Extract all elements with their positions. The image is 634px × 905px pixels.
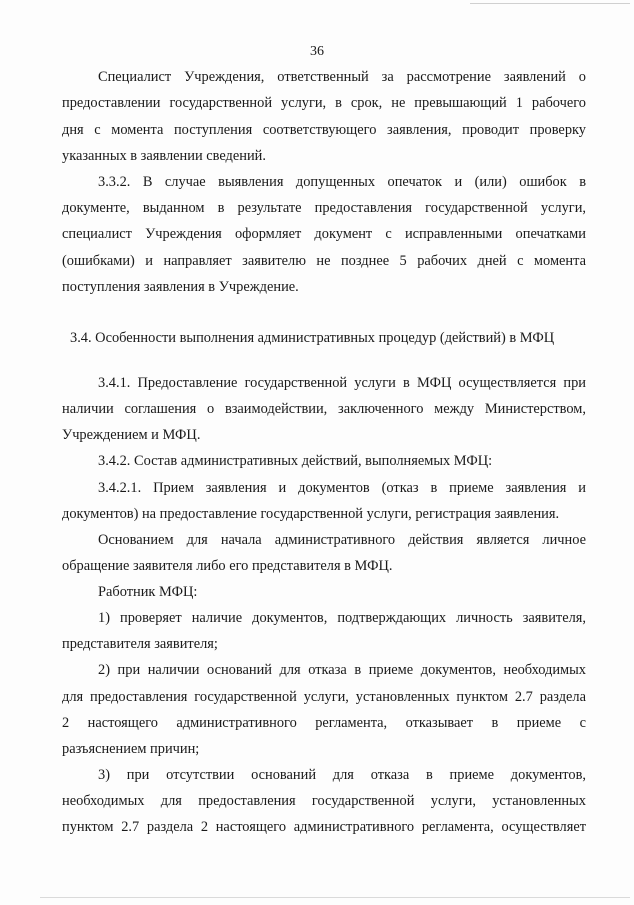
text-line: разъяснением причин;: [62, 741, 200, 757]
text-line: документов) на предоставление государственной услуги, регистрация заявления.: [62, 506, 560, 522]
text-line: для предоставления государственной услуги, установленных пунктом 2.7 раздела: [62, 689, 586, 705]
text-line: Учреждением и МФЦ.: [62, 427, 201, 443]
text-line: Основанием для начала административного действия является личное: [98, 532, 586, 548]
text-line: (ошибками) и направляет заявителю не позднее 5 рабочих дней с момента: [62, 253, 586, 269]
text-line: необходимых для предоставления государственной услуги, установленных: [62, 793, 586, 809]
text-line: обращение заявителя либо его представителя в МФЦ.: [62, 558, 393, 574]
list-item-line: 2) при наличии оснований для отказа в приеме документов, необходимых: [98, 662, 586, 678]
text-line: Работник МФЦ:: [98, 584, 198, 600]
text-line: предоставлении государственной услуги, в срок, не превышающий 1 рабочего: [62, 95, 586, 111]
text-line: 3.4.1. Предоставление государственной услуги в МФЦ осуществляется при: [98, 375, 586, 391]
page-number: 36: [310, 44, 324, 59]
text-line: 3.4.2.1. Прием заявления и документов (отказ в приеме заявления и: [98, 480, 586, 496]
list-item-line: 1) проверяет наличие документов, подтверждающих личность заявителя,: [98, 610, 586, 626]
text-line: представителя заявителя;: [62, 636, 218, 652]
text-line: 3.4.2. Состав административных действий, выполняемых МФЦ:: [98, 453, 493, 469]
text-line: дня с момента поступления соответствующего заявления, проводит проверку: [62, 122, 586, 138]
text-line: наличии соглашения о взаимодействии, заключенного между Министерством,: [62, 401, 586, 417]
list-item-line: 3) при отсутствии оснований для отказа в приеме документов,: [98, 767, 586, 783]
text-line: 3.3.2. В случае выявления допущенных опечаток и (или) ошибок в: [98, 174, 586, 190]
section-heading: 3.4. Особенности выполнения административных процедур (действий) в МФЦ: [70, 330, 555, 346]
text-line: Специалист Учреждения, ответственный за рассмотрение заявлений о: [98, 69, 586, 85]
text-line: пунктом 2.7 раздела 2 настоящего административного регламента, осуществляет: [62, 819, 586, 835]
text-line: 2 настоящего административного регламента, отказывает в приеме с: [62, 715, 586, 731]
scan-edge-line: [40, 897, 630, 898]
scan-edge-line: [470, 3, 630, 4]
text-line: указанных в заявлении сведений.: [62, 148, 266, 164]
text-line: специалист Учреждения оформляет документ с исправленными опечатками: [62, 226, 586, 242]
text-line: документе, выданном в результате предоставления государственной услуги,: [62, 200, 586, 216]
text-line: поступления заявления в Учреждение.: [62, 279, 299, 295]
